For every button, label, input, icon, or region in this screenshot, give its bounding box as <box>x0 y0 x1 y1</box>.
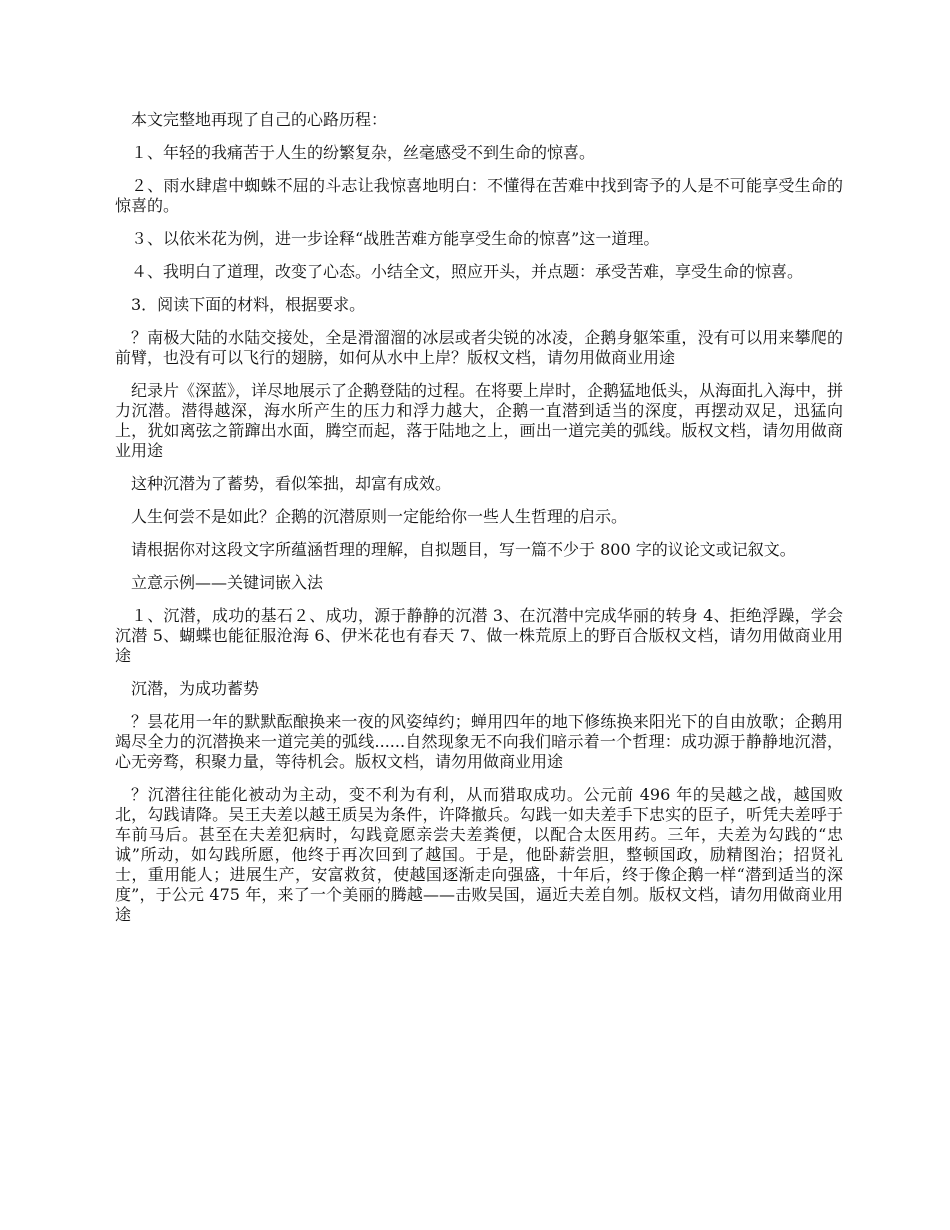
document-page <box>115 110 843 938</box>
essay-title: 沉潜，为成功蓄势 <box>131 679 260 698</box>
example-titles-paragraph: １、沉潜，成功的基石２、成功，源于静静的沉潜 3、在沉潜中完成华丽的转身 4、拒绝浮躁，学会沉潜 5、蝴蝶也能征服沧海 6、伊米花也有春天 7、做一株荒原上的野百合版权文档，请勿用做商业用途 <box>115 606 843 665</box>
essay-paragraph-2: ？沉潜往往能化被动为主动，变不利为有利，从而猎取成功。公元前 496 年的吴越之战，越国败北，勾践请降。吴王夫差以越王质吴为条件，许降撤兵。勾践一如夫差手下忠实的臣子，听凭夫差呼于车前马后。甚至在夫差犯病时，勾践竟愿亲尝夫差粪便，以配合太医用药。三年，夫差为勾践的“忠诚”所动，如勾践所愿，他终于再次回到了越国。于是，他卧薪尝胆，整顿国政，励精图治；招贤礼士，重用能人；进展生产，安富救贫，使越国逐渐走向强盛，十年后，终于像企鹅一样“潜到适当的深度”，于公元 475 年，来了一个美丽的腾越——击败吴国，逼近夫差自刎。版权文档，请勿用做商业用途 <box>115 785 843 924</box>
essay-paragraph-1: ？昙花用一年的默默酝酿换来一夜的风姿绰约；蝉用四年的地下修练换来阳光下的自由放歌；企鹅用竭尽全力的沉潜换来一道完美的弧线......自然现象无不向我们暗示着一个哲理：成功源于静静地沉潜，心无旁骛，积聚力量，等待机会。版权文档，请勿用做商业用途 <box>115 712 843 771</box>
material-paragraph-4: 人生何尝不是如此？企鹅的沉潜原则一定能给你一些人生哲理的启示。 <box>131 507 628 526</box>
intro-paragraph: 本文完整地再现了自己的心路历程： <box>131 110 388 129</box>
material-paragraph-3: 这种沉潜为了蓄势，看似笨拙，却富有成效。 <box>131 474 452 493</box>
material-paragraph-2: 纪录片《深蓝》，详尽地展示了企鹅登陆的过程。在将要上岸时，企鹅猛地低头，从海面扎入海中，拼力沉潜。潜得越深，海水所产生的压力和浮力越大，企鹅一直潜到适当的深度，再摆动双足，迅猛向上，犹如离弦之箭蹿出水面，腾空而起，落于陆地之上，画出一道完美的弧线。版权文档，请勿用做商业用途 <box>115 381 844 460</box>
point-3-paragraph: ３、以依米花为例，进一步诠释“战胜苦难方能享受生命的惊喜”这一道理。 <box>131 229 660 248</box>
point-4-paragraph: ４、我明白了道理，改变了心态。小结全文，照应开头，并点题：承受苦难，享受生命的惊喜。 <box>131 262 804 281</box>
material-paragraph-1: ？南极大陆的水陆交接处，全是滑溜溜的冰层或者尖锐的冰凌，企鹅身躯笨重，没有可以用来攀爬的前臂，也没有可以飞行的翅膀，如何从水中上岸？版权文档，请勿用做商业用途 <box>115 328 843 367</box>
requirement-paragraph: 请根据你对这段文字所蕴涵哲理的理解，自拟题目，写一篇不少于 800 字的议论文或记叙文。 <box>131 540 796 559</box>
point-1-paragraph: １、年轻的我痛苦于人生的纷繁复杂，丝毫感受不到生命的惊喜。 <box>131 143 596 162</box>
point-2-paragraph: ２、雨水肆虐中蜘蛛不屈的斗志让我惊喜地明白：不懂得在苦难中找到寄予的人是不可能享受生命的惊喜的。 <box>115 176 843 215</box>
example-heading: 立意示例——关键词嵌入法 <box>131 573 324 592</box>
question-heading: 3．阅读下面的材料，根据要求。 <box>131 295 366 314</box>
